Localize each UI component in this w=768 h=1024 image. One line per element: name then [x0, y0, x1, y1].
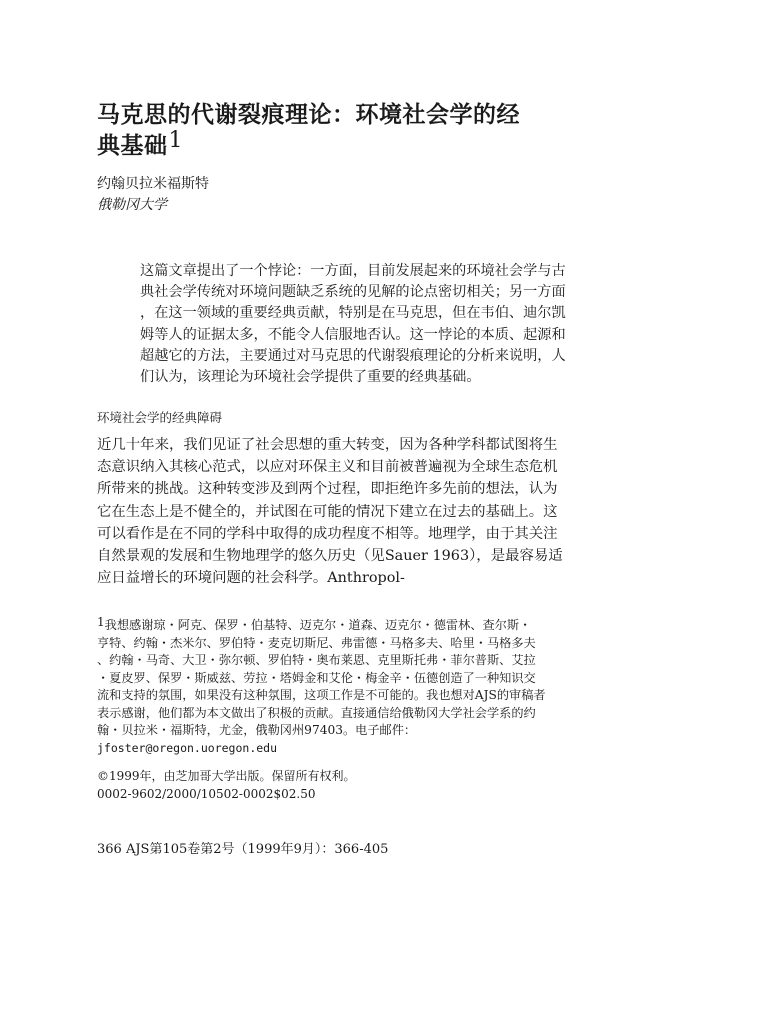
abstract-line: 这篇文章提出了一个悖论：一方面，目前发展起来的环境社会学与古	[140, 263, 566, 279]
footnote-line: 表示感谢，他们都为本文做出了积极的贡献。直接通信给俄勒冈大学社会学系的约	[97, 705, 536, 720]
footnote-line: ・夏皮罗、保罗・斯威兹、劳拉・塔姆金和艾伦・梅金辛・伍德创造了一种知识交	[97, 670, 536, 685]
body-line: 应日益增长的环境问题的社会科学。Anthropol-	[97, 570, 405, 587]
abstract-line: 们认为，该理论为环境社会学提供了重要的经典基础。	[140, 369, 481, 386]
footnote-line: 翰・贝拉米・福斯特，尤金，俄勒冈州97403。电子邮件：	[97, 723, 417, 737]
title-line-2-text: 典基础	[97, 133, 168, 159]
body-paragraph	[97, 434, 657, 589]
author-name: 约翰贝拉米福斯特	[97, 176, 209, 192]
copyright-notice	[97, 767, 356, 803]
body-line: 态意识纳入其核心范式，以应对环保主义和目前被普遍视为全球生态危机	[97, 459, 558, 476]
footnote-line	[97, 617, 667, 635]
footnote-line: 、约翰・马奇、大卫・弥尔顿、罗伯特・奥布莱恩、克里斯托弗・菲尔普斯、艾拉	[97, 653, 536, 667]
article-title	[97, 100, 637, 162]
footnote-email-link[interactable]: jfoster@oregon.uoregon.edu	[97, 740, 278, 755]
title-line-1: 马克思的代谢裂痕理论：环境社会学的经	[97, 102, 520, 128]
abstract-line: 超越它的方法，主要通过对马克思的代谢裂痕理论的分析来说明，人	[140, 347, 566, 364]
footnote	[97, 617, 667, 757]
author-affiliation: 俄勒冈大学	[97, 197, 167, 213]
journal-citation: 366 AJS第105卷第2号（1999年9月）：366-405	[97, 842, 389, 857]
body-line: 近几十年来，我们见证了社会思想的重大转变，因为各种学科都试图将生	[97, 437, 558, 453]
body-line: 所带来的挑战。这种转变涉及到两个过程，即拒绝许多先前的想法，认为	[97, 481, 558, 498]
body-line: 它在生态上是不健全的，并试图在可能的情况下建立在过去的基础上。这	[97, 503, 558, 520]
footnote-line: 流和支持的氛围，如果没有这种氛围，这项工作是不可能的。我也想对AJS的审稿者	[97, 688, 546, 702]
section-heading: 环境社会学的经典障碍	[97, 410, 223, 425]
body-line: 可以看作是在不同的学科中取得的成功程度不相等。地理学，由于其关注	[97, 525, 558, 542]
footnote-line: 亨特、约翰・杰米尔、罗伯特・麦克切斯尼、弗雷德・马格多夫、哈里・马格多夫	[97, 635, 536, 650]
footnote-line-text: 我想感谢琼・阿克、保罗・伯基特、迈克尔・道森、迈克尔・德雷林、查尔斯・	[104, 618, 532, 632]
footnote-mark: 1	[97, 615, 105, 629]
abstract	[140, 261, 652, 388]
abstract-line: 姆等人的证据太多，不能令人信服地否认。这一悖论的本质、起源和	[140, 326, 566, 343]
body-line: 自然景观的发展和生物地理学的悠久历史（见Sauer 1963），是最容易适	[97, 548, 563, 565]
title-footnote-mark: 1	[168, 128, 183, 153]
abstract-line: ，在这一领域的重要经典贡献，特别是在马克思，但在韦伯、迪尔凯	[140, 305, 566, 322]
issn-line: 0002-9602/2000/10502-0002$02.50	[97, 787, 316, 801]
abstract-line: 典社会学传统对环境问题缺乏系统的见解的论点密切相关；另一方面	[140, 284, 566, 301]
copyright-line: ©1999年，由芝加哥大学出版。保留所有权利。	[97, 769, 356, 783]
title-line-2	[97, 128, 637, 162]
